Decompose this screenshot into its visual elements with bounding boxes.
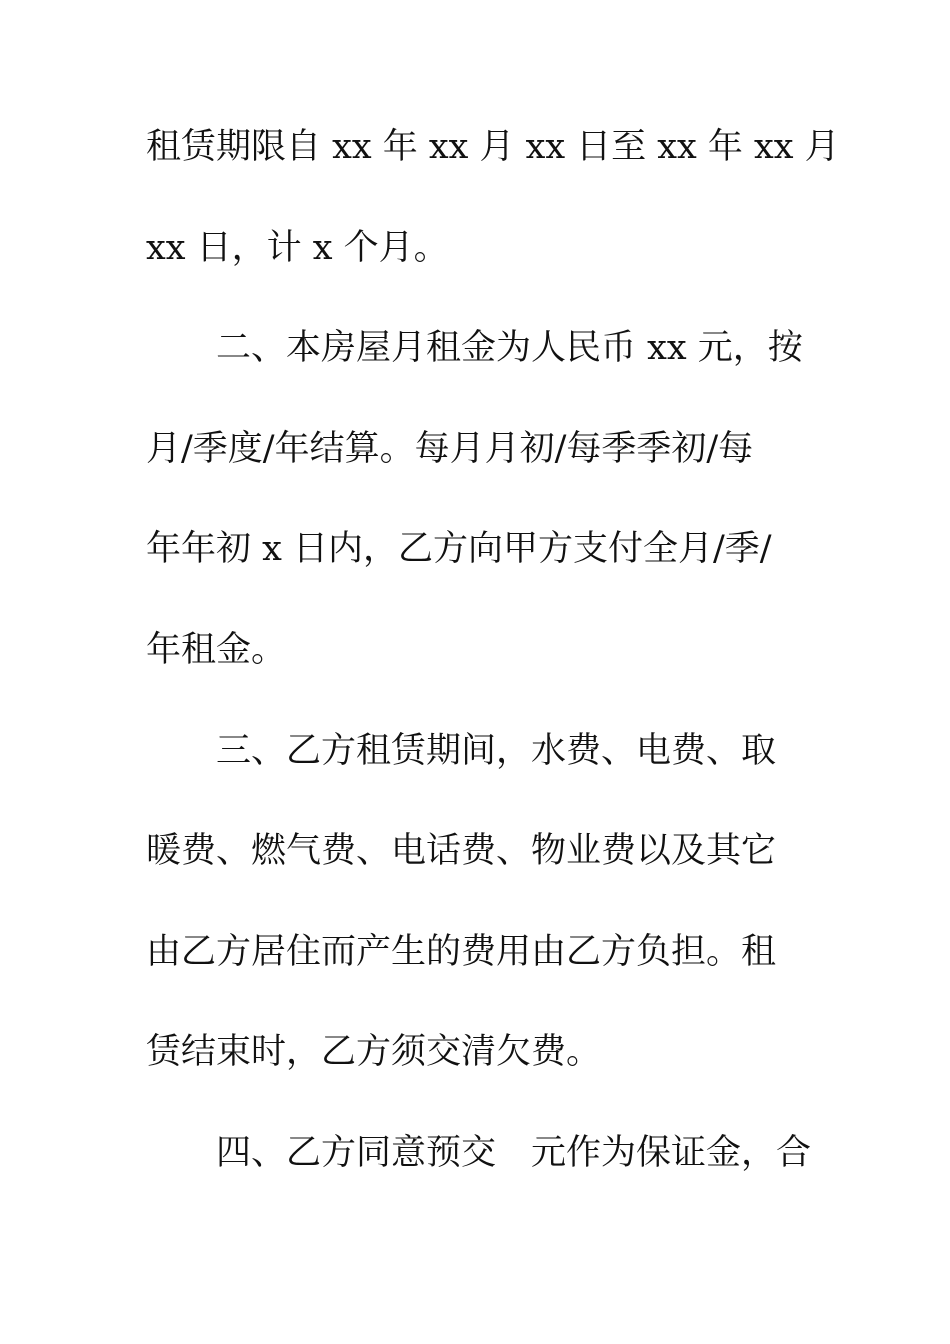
clause-two-line-4: 年租金。 <box>146 629 287 670</box>
document-body <box>146 122 840 1229</box>
clause-four-line-1: 四、乙方同意预交 元作为保证金，合 <box>216 1132 812 1173</box>
clause-two-line-3: 年年初 x 日内，乙方向甲方支付全月/季/ <box>146 529 772 570</box>
clause-two-line-2: 月/季度/年结算。每月月初/每季季初/每 <box>146 428 754 469</box>
paragraph-line-term-2: xx 日，计 x 个月。 <box>146 227 449 268</box>
clause-three-line-2: 暖费、燃气费、电话费、物业费以及其它 <box>146 831 777 872</box>
clause-three-line-4: 赁结束时，乙方须交清欠费。 <box>146 1032 602 1073</box>
paragraph-line-term-1: 租赁期限自 xx 年 xx 月 xx 日至 xx 年 xx 月 <box>146 127 840 167</box>
clause-three-line-3: 由乙方居住而产生的费用由乙方负担。租 <box>146 931 777 972</box>
clause-two-line-1: 二、本房屋月租金为人民币 xx 元，按 <box>216 328 803 369</box>
clause-three-line-1: 三、乙方租赁期间，水费、电费、取 <box>216 730 777 771</box>
